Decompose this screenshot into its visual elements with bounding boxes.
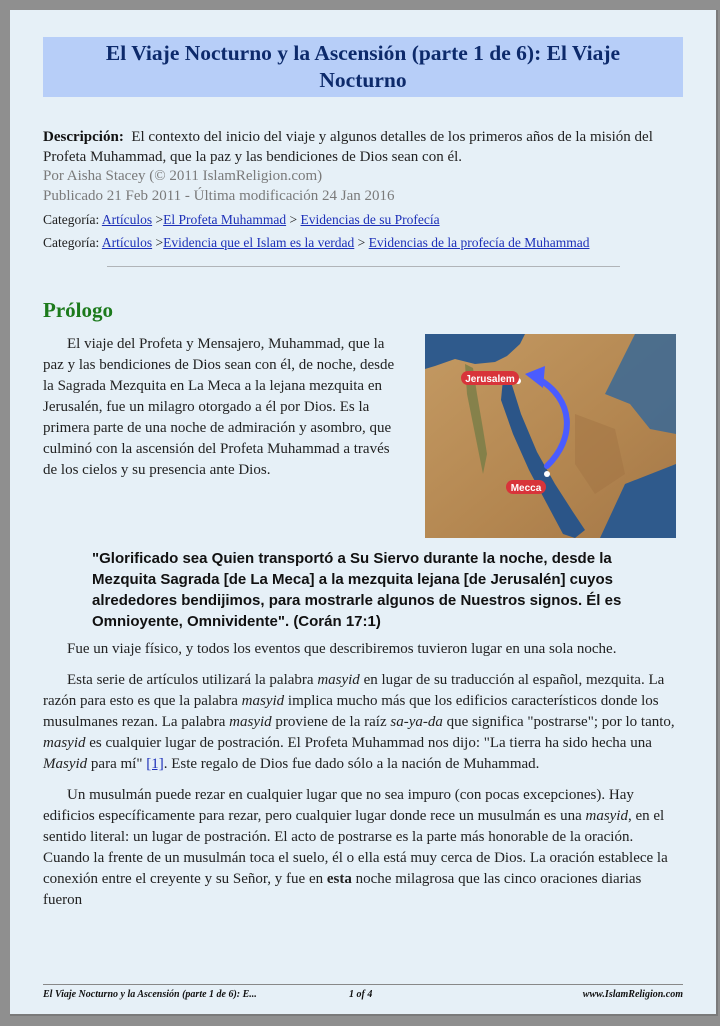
map-graphic <box>425 334 676 538</box>
jerusalem-label: Jerusalem <box>465 374 515 385</box>
description-text: El contexto del inicio del viaje y algunos detalles de los primeros años de la misión del Profeta Muhammad, que la paz y las bendiciones de Dios sean con él. <box>43 129 653 165</box>
category-link-evidencias-profecia[interactable]: Evidencias de su Profecía <box>300 212 440 227</box>
category-link-profeta[interactable]: El Profeta Muhammad <box>163 212 287 227</box>
category-line-1 <box>43 210 683 229</box>
footer-divider <box>43 984 683 985</box>
category-link-articulos[interactable]: Artículos <box>101 212 153 227</box>
footnote-link-1[interactable]: [1] <box>146 756 164 772</box>
category-link-evidencias-muhammad[interactable]: Evidencias de la profecía de Muhammad <box>368 235 590 250</box>
category-link-evidencia-islam[interactable]: Evidencia que el Islam es la verdad <box>163 235 355 250</box>
footer-site: www.IslamReligion.com <box>582 989 683 1000</box>
mecca-label: Mecca <box>510 483 542 494</box>
category-separator: > <box>155 235 164 250</box>
mecca-point <box>544 471 550 477</box>
intro-paragraph: El viaje del Profeta y Mensajero, Muhammad, que la paz y las bendiciones de Dios sean con él, de noche, desde la Sagrada Mezquita en La Meca a la lejana mezquita en Jerusalén, fue un milagro otorgado a él por Dios. Es la primera parte de una noche de admiración y asombro, que culminó con la ascensión del Profeta Muhammad a través de los cielos y su presencia ante Dios. <box>43 336 395 478</box>
page-title: El Viaje Nocturno y la Ascensión (parte 1 de 6): El Viaje Nocturno <box>105 41 621 92</box>
category-separator: > <box>357 235 366 250</box>
category-label: Categoría: <box>43 235 100 250</box>
article-body <box>43 639 683 921</box>
article-meta <box>43 128 683 252</box>
category-separator: > <box>155 212 164 227</box>
document-page <box>10 10 718 1016</box>
page-number: 1 of 4 <box>349 989 373 1000</box>
published-line: Publicado 21 Feb 2011 - Última modificación 24 Jan 2016 <box>43 187 395 204</box>
author-line: Por Aisha Stacey (© 2011 IslamReligion.com) <box>43 168 323 184</box>
title-banner <box>43 37 683 97</box>
map-image <box>425 334 676 538</box>
paragraph-3: Esta serie de artículos utilizará la palabra masyid en lugar de su traducción al español, mezquita. La razón para esto es que la palabra masyid implica mucho más que los edificios característicos donde los musulmanes rezan. La palabra masyid proviene de la raíz sa-ya-da que significa "postrarse"; por lo tanto, masyid es cualquier lugar de postración. El Profeta Muhammad nos dijo: "La tierra ha sido hecha una Masyid para mí" [1]. Este regalo de Dios fue dado sólo a la nación de Muhammad. <box>43 672 675 772</box>
description-label: Descripción: <box>43 129 124 145</box>
description <box>43 128 683 167</box>
category-line-2 <box>43 233 683 252</box>
divider <box>107 266 620 267</box>
section-heading: Prólogo <box>43 298 113 322</box>
paragraph-4: Un musulmán puede rezar en cualquier lugar que no sea impuro (con pocas excepciones). Hay edificios específicamente para rezar, pero cualquier lugar donde rece un musulmán es una masyid, en el sentido literal: un lugar de postración. El acto de postrarse es la parte más honorable de la oración. Cuando la frente de un musulmán toca el suelo, él o ella está muy cerca de Dios. La oración establece la conexión entre el creyente y su Señor, y fue en esta noche milagrosa que las cinco oraciones diarias fueron <box>43 787 668 908</box>
footer-title: El Viaje Nocturno y la Ascensión (parte 1 de 6): E... <box>43 989 257 1000</box>
category-separator: > <box>289 212 298 227</box>
category-link-articulos[interactable]: Artículos <box>101 235 153 250</box>
paragraph-2: Fue un viaje físico, y todos los eventos que describiremos tuvieron lugar en una sola noche. <box>67 641 617 657</box>
category-label: Categoría: <box>43 212 100 227</box>
quran-quote: "Glorificado sea Quien transportó a Su Siervo durante la noche, desde la Mezquita Sagrada [de La Meca] a la mezquita lejana [de Jerusalén] cuyos alrededores bendijimos, para mostrarle algunos de Nuestros signos. Él es Omnioyente, Omnividente". (Corán 17:1) <box>92 550 622 630</box>
